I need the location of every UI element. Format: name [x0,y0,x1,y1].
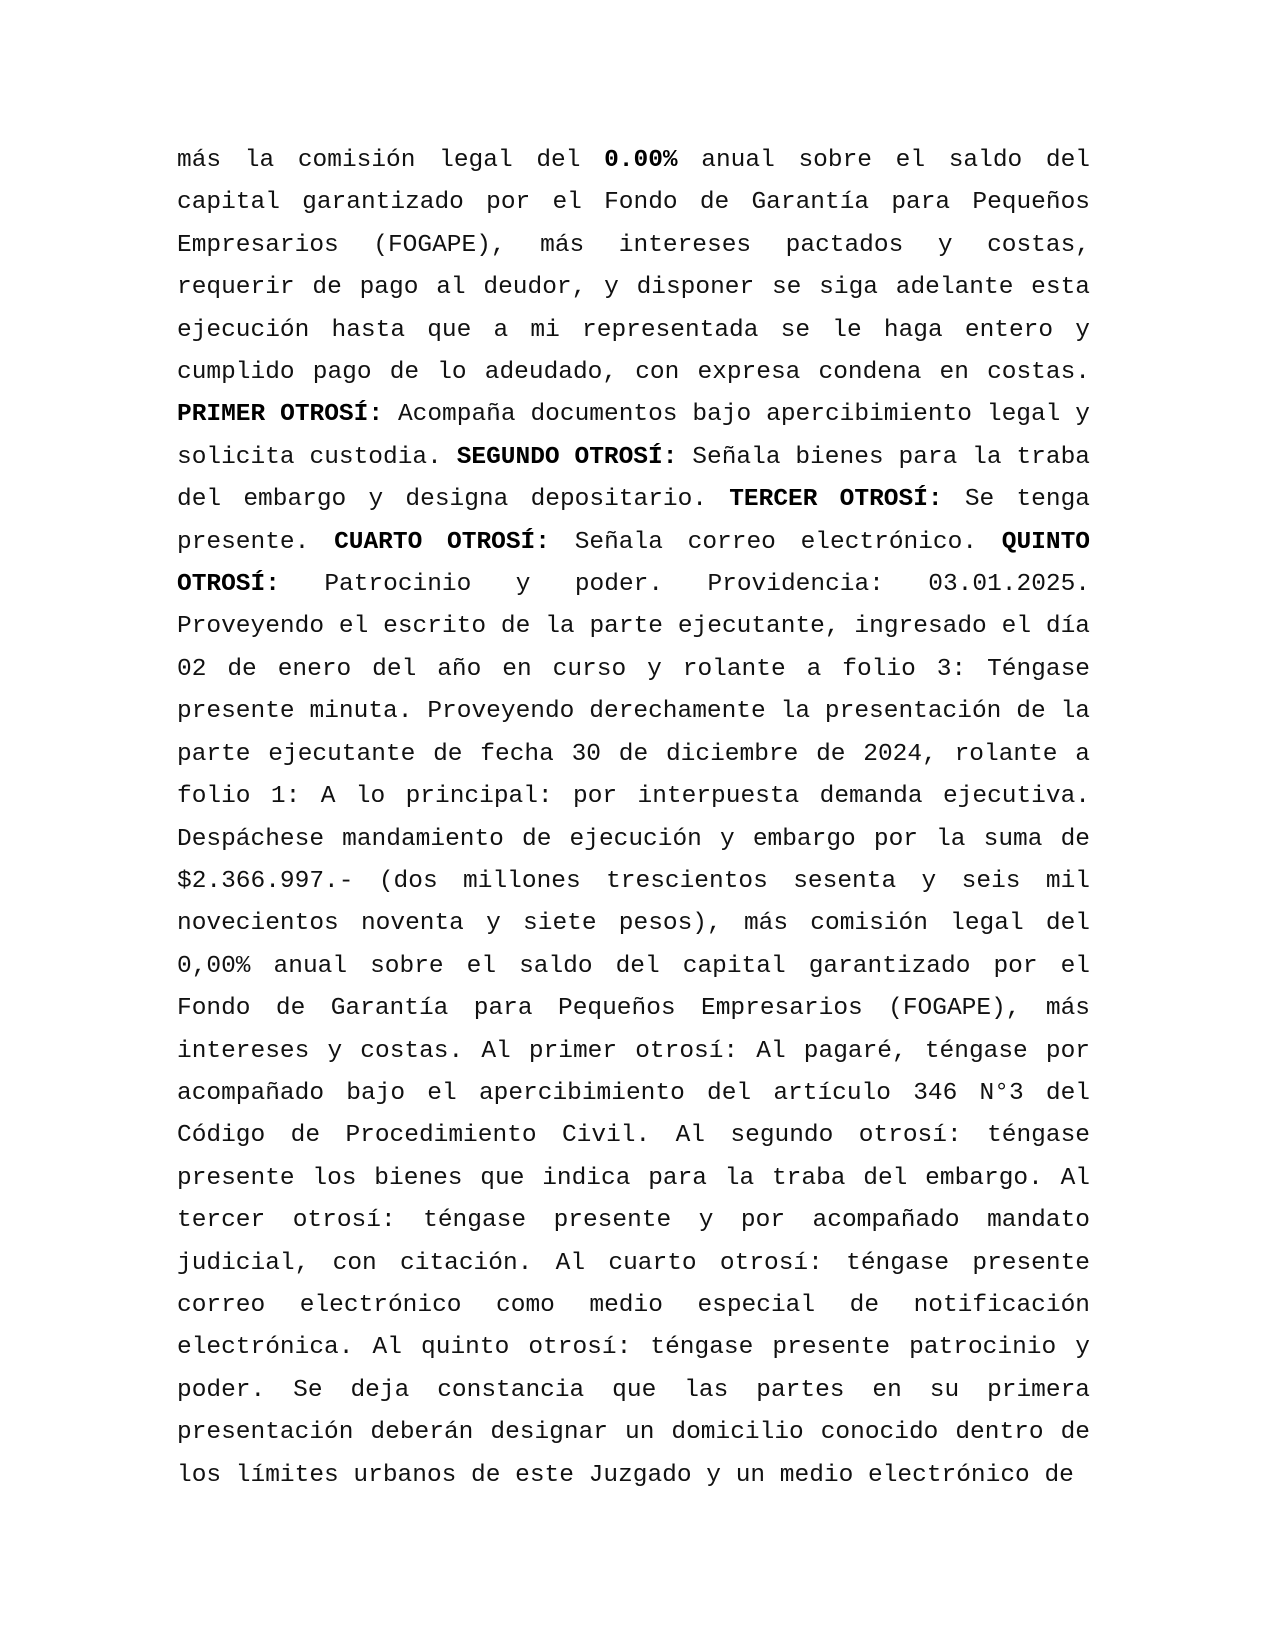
bold-segment-tercer-otrosi: TERCER OTROSÍ: [729,486,943,514]
text-segment: más la comisión legal del [177,147,605,174]
bold-segment-segundo-otrosi: SEGUNDO OTROSÍ: [456,443,678,471]
bold-segment-quinto-otrosi: QUINTO OTROSÍ: [177,528,1090,599]
body-paragraph [177,140,1090,1497]
text-segment: anual sobre el saldo del capital garantizado por el Fondo de Garantía para Pequeños Empresarios (FOGAPE), más intereses pactados y costas, requerir de pago al deudor, y disponer se siga adelante esta ejecución hasta que a mi representada se le haga entero y cumplido pago de lo adeudado, con expresa condena en costas. [177,147,1090,387]
text-segment: Acompaña documentos bajo apercibimiento legal y solicita custodia. [177,401,1090,471]
bold-segment-primer-otrosi: PRIMER OTROSÍ: [177,401,384,429]
text-segment: Patrocinio y poder. Providencia: 03.01.2025. Proveyendo el escrito de la parte ejecutante, ingresado el día 02 de enero del año en curso y rolante a folio 3: Téngase presente minuta. Proveyendo derechamente la presentación de la parte ejecutante de fecha 30 de diciembre de 2024, rolante a folio 1: A lo principal: por interpuesta demanda ejecutiva. Despáchese mandamiento de ejecución y embargo por la suma de $2.366.997.- (dos millones trescientos sesenta y seis mil novecientos noventa y siete pesos), más comisión legal del 0,00% anual sobre el saldo del capital garantizado por el Fondo de Garantía para Pequeños Empresarios (FOGAPE), más intereses y costas. Al primer otrosí: Al pagaré, téngase por acompañado bajo el apercibimiento del artículo 346 N°3 del Código de Procedimiento Civil. Al segundo otrosí: téngase presente los bienes que indica para la traba del embargo. Al tercer otrosí: téngase presente y por acompañado mandato judicial, con citación. Al cuarto otrosí: téngase presente correo electrónico como medio especial de notificación electrónica. Al quinto otrosí: téngase presente patrocinio y poder. Se deja constancia que las partes en su primera presentación deberán designar un domicilio conocido dentro de los límites urbanos de este Juzgado y un medio electrónico de [177,571,1090,1489]
text-segment: Señala bienes para la traba del embargo y designa depositario. [177,443,1090,514]
text-segment: Se tenga presente. [177,486,1090,556]
bold-segment-rate: 0.00% [604,147,678,174]
bold-segment-cuarto-otrosi: CUARTO OTROSÍ: [334,528,550,556]
text-segment: Señala correo electrónico. [549,528,1002,556]
